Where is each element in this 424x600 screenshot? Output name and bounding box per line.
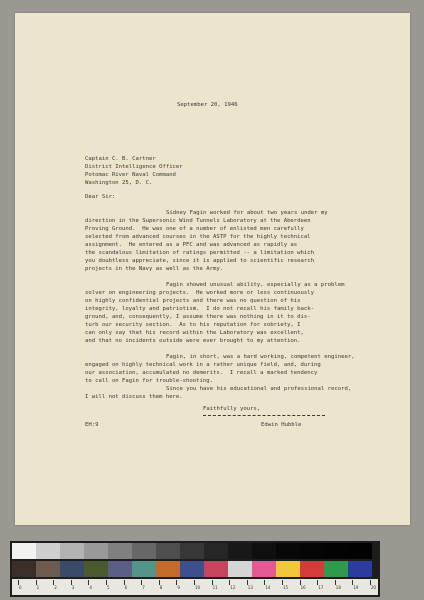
gray-patch xyxy=(228,543,252,559)
signatory-name: Edwin Hubble xyxy=(261,422,302,428)
body-line: integrity, loyalty and patriotism. I do not recall his family back- xyxy=(85,306,315,312)
ruler-number: 20 xyxy=(371,585,377,590)
gray-patch xyxy=(60,543,84,559)
color-patch xyxy=(60,561,84,577)
recipient-line: Washington 25, D. C. xyxy=(85,180,153,186)
body-line: direction in the Supersonic Wind Tunnels Laboratory at the Aberdeen xyxy=(85,218,311,224)
ruler-number: 14 xyxy=(265,585,271,590)
color-patch xyxy=(348,561,372,577)
measurement-ruler xyxy=(12,579,378,595)
color-patch xyxy=(84,561,108,577)
color-patch xyxy=(300,561,324,577)
ruler-number: 1 xyxy=(36,585,40,590)
gray-patch xyxy=(12,543,36,559)
ruler-number: 0 xyxy=(19,585,22,590)
ruler-number: 13 xyxy=(247,585,253,590)
body-line: turb our security section. As to his reputation for sobriety, I xyxy=(85,322,301,328)
color-patch xyxy=(108,561,132,577)
body-line: you doubtless appreciate, since it is applied to scientific research xyxy=(85,258,315,264)
ruler-number: 8 xyxy=(159,585,163,590)
body-line: ground, and, consequently, I assume there was nothing in it to dis- xyxy=(85,314,311,320)
color-patch xyxy=(156,561,180,577)
color-patch xyxy=(324,561,348,577)
ruler-number: 9 xyxy=(177,585,180,590)
ruler-number: 16 xyxy=(300,585,306,590)
body-line: Fagin, in short, was a hard working, competent engineer, xyxy=(166,354,355,360)
closing: Faithfully yours, xyxy=(203,406,261,412)
color-patch xyxy=(276,561,300,577)
gray-patch xyxy=(348,543,372,559)
gray-patch xyxy=(84,543,108,559)
body-line: selected from advanced courses in the ASTP for the highly technical xyxy=(85,234,311,240)
gray-patch xyxy=(156,543,180,559)
gray-patch xyxy=(204,543,228,559)
recipient-line: District Intelligence Officer xyxy=(85,164,183,170)
color-patch xyxy=(204,561,228,577)
ruler-number: 7 xyxy=(142,585,145,590)
color-checker-strip xyxy=(10,541,380,597)
color-patch xyxy=(180,561,204,577)
body-line: our association, accumulated no demerits. I recall a marked tendency xyxy=(85,370,318,376)
ruler-number: 17 xyxy=(318,585,324,590)
gray-patch xyxy=(276,543,300,559)
letter-page xyxy=(15,13,410,525)
color-patches xyxy=(12,561,372,577)
body-line: assignment. He entered as a PFC and was advanced as rapidly as xyxy=(85,242,298,248)
body-line: Proving Ground. He was one of a number of enlisted men carefully xyxy=(85,226,304,232)
color-patch xyxy=(36,561,60,577)
gray-patch xyxy=(300,543,324,559)
ruler-number: 12 xyxy=(230,585,236,590)
recipient-line: Potomac River Naval Command xyxy=(85,172,176,178)
color-patch xyxy=(252,561,276,577)
typist-initials: EH:9 xyxy=(85,422,99,428)
gray-patch xyxy=(36,543,60,559)
body-line: projects in the Navy as well as the Army. xyxy=(85,266,224,272)
body-line: Sidney Fagin worked for about two years under my xyxy=(166,210,328,216)
body-line: Fagin showed unusual ability, especially as a problem xyxy=(166,282,345,288)
body-line: and that no incidents outside were ever brought to my attention. xyxy=(85,338,301,344)
body-line: can only say that his record within the Laboratory was excellent, xyxy=(85,330,304,336)
ruler-number: 19 xyxy=(353,585,359,590)
ruler-number: 6 xyxy=(124,585,128,590)
body-line: the scandalous limitation of ratings permitted -- a limitation which xyxy=(85,250,315,256)
body-line: I will not discuss them here. xyxy=(85,394,183,400)
gray-patch xyxy=(132,543,156,559)
letter-date: September 20, 1946 xyxy=(177,102,238,108)
ruler-number: 4 xyxy=(89,585,92,590)
color-patch xyxy=(228,561,252,577)
body-line: solver on engineering projects. He worked more or less continuously xyxy=(85,290,315,296)
ruler-number: 18 xyxy=(335,585,341,590)
signature-line xyxy=(203,415,325,416)
body-line: Since you have his educational and professional record, xyxy=(166,386,352,392)
color-patch xyxy=(132,561,156,577)
gray-patch xyxy=(108,543,132,559)
body-line: on highly confidential projects and there was no question of his xyxy=(85,298,301,304)
ruler-number: 10 xyxy=(195,585,201,590)
ruler-number: 3 xyxy=(71,585,75,590)
salutation: Dear Sir: xyxy=(85,194,116,200)
gray-patch xyxy=(252,543,276,559)
grayscale-patches xyxy=(12,543,372,559)
ruler-number: 11 xyxy=(212,585,218,590)
recipient-line: Captain C. B. Cartner xyxy=(85,156,156,162)
ruler-number: 5 xyxy=(107,585,110,590)
ruler-number: 15 xyxy=(283,585,289,590)
gray-patch xyxy=(324,543,348,559)
body-line: to call on Fagin for trouble-shooting. xyxy=(85,378,213,384)
body-line: engaged on highly technical work in a rather unique field, and, during xyxy=(85,362,321,368)
color-patch xyxy=(12,561,36,577)
gray-patch xyxy=(180,543,204,559)
ruler-number: 2 xyxy=(54,585,57,590)
